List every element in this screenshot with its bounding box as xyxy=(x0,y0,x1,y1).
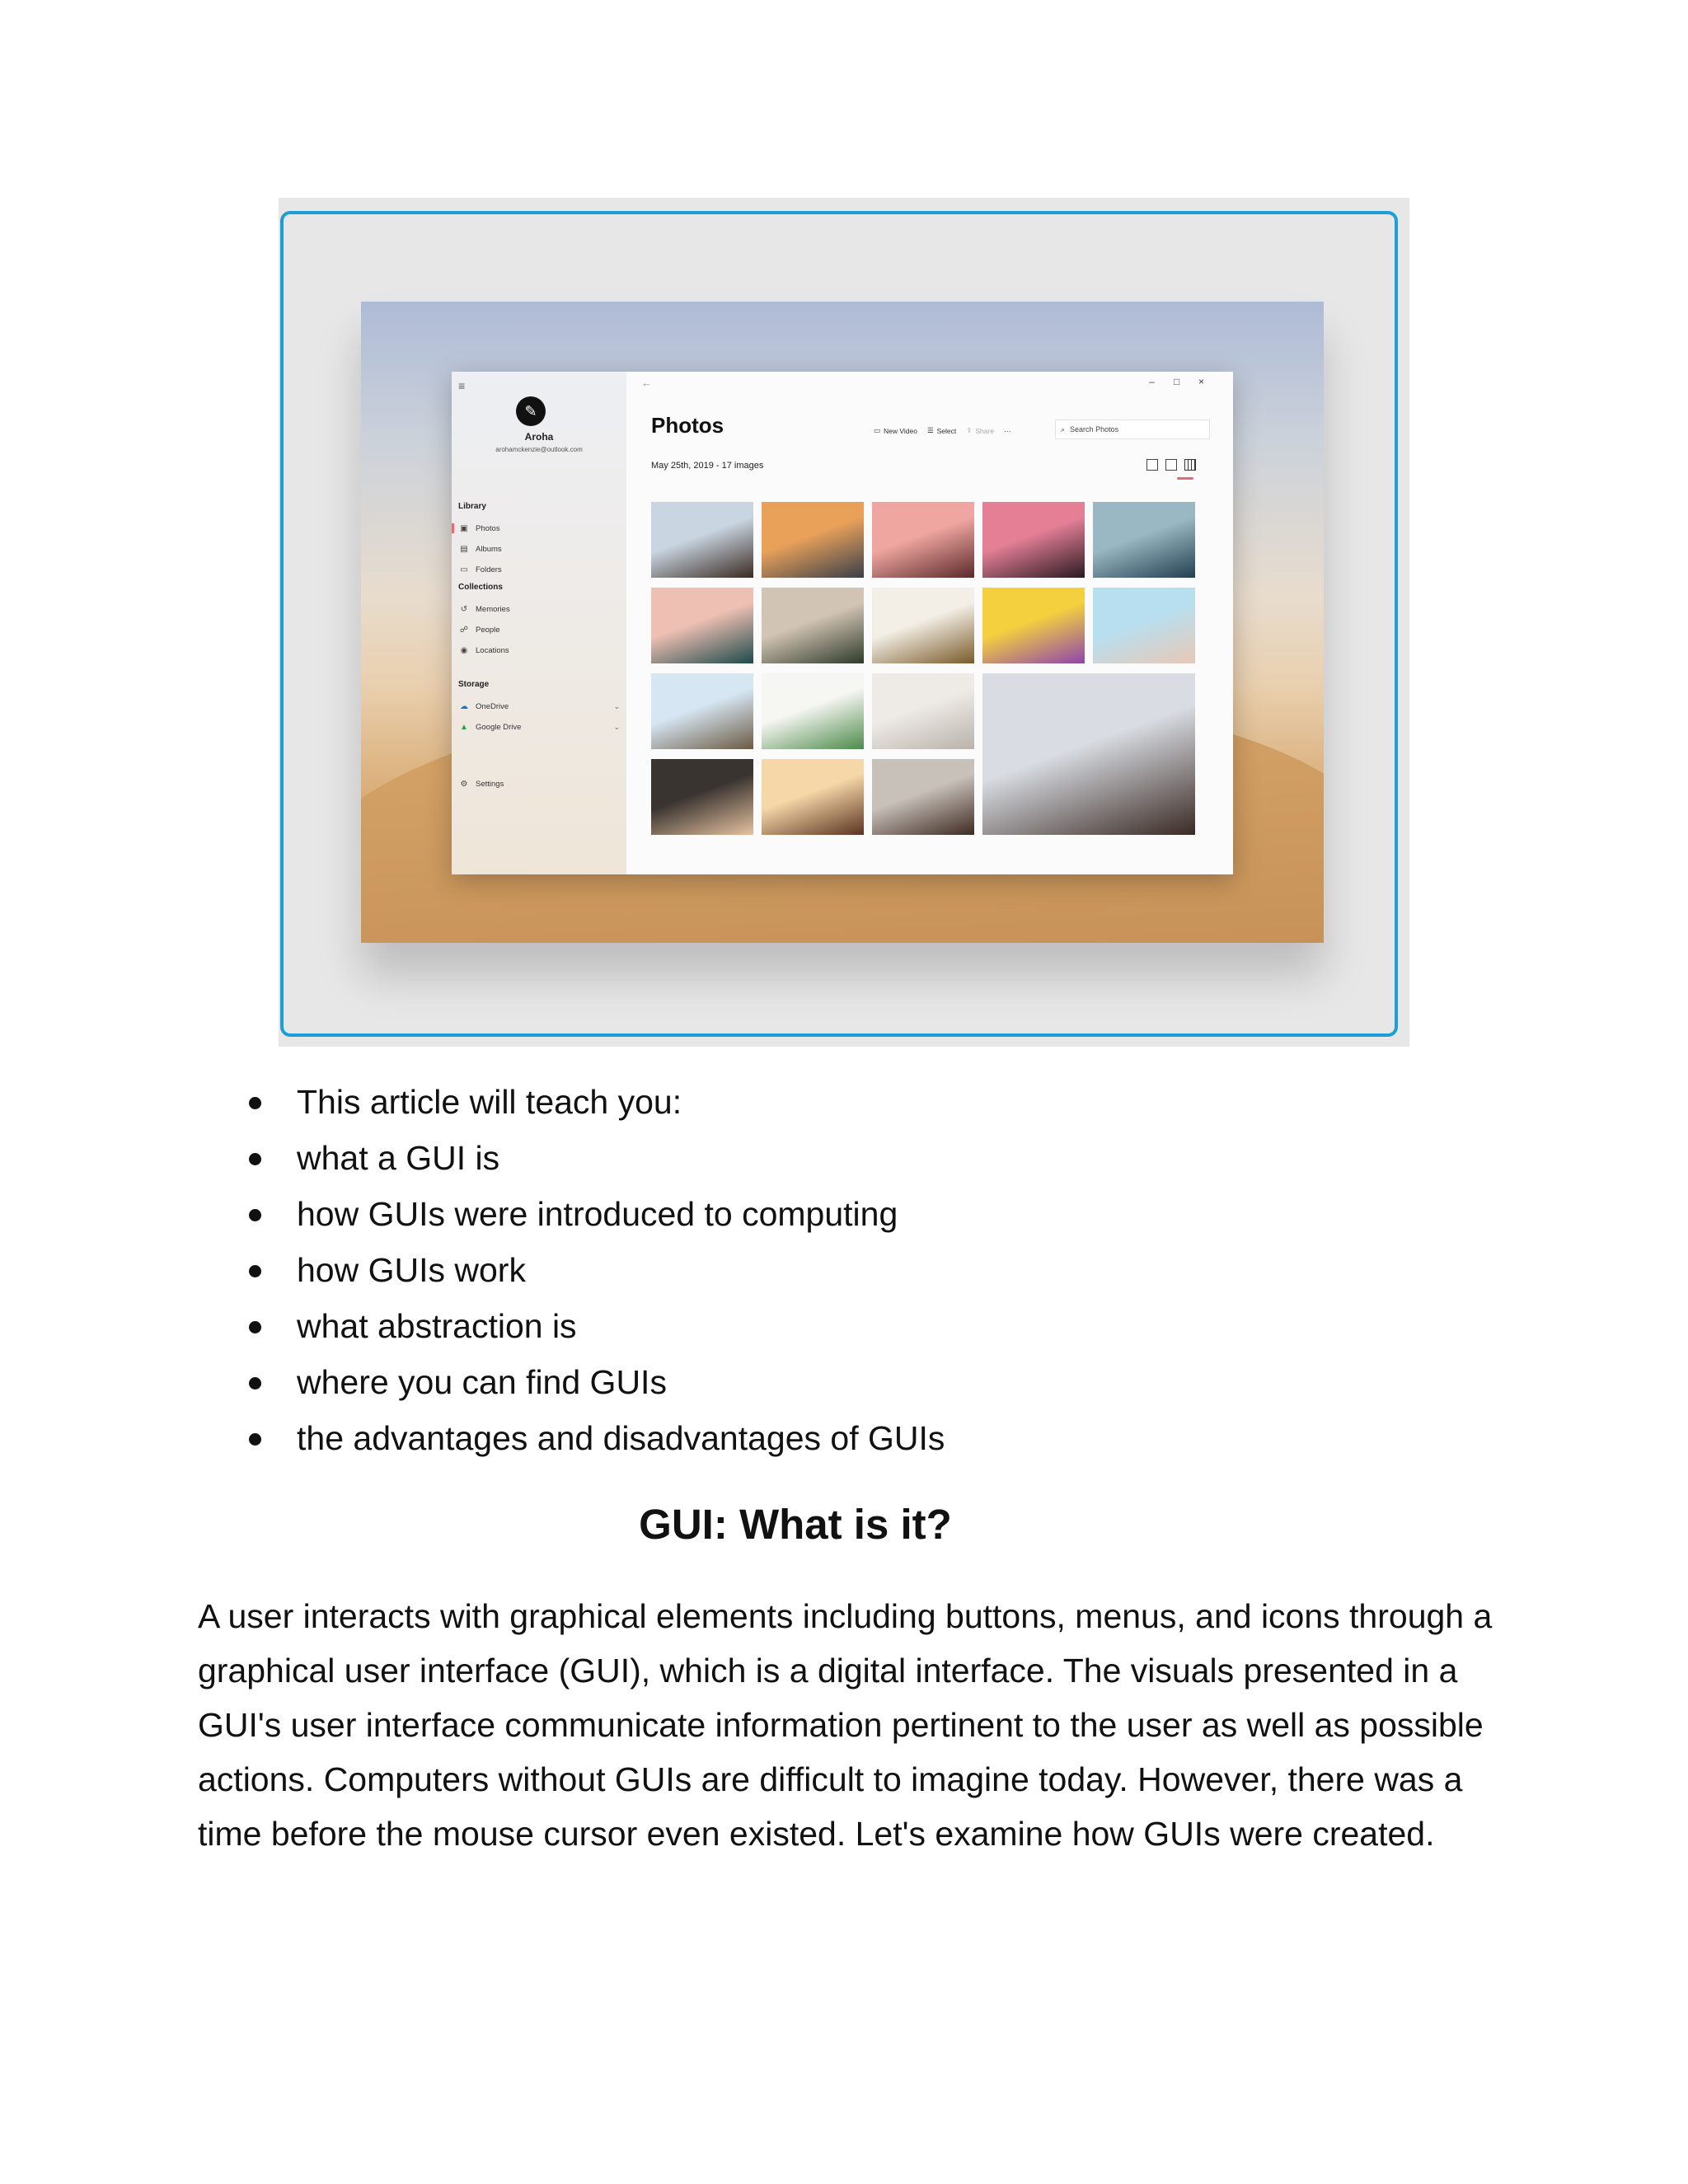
search-icon: ⌕ xyxy=(1061,424,1066,434)
collections-heading: Collections xyxy=(458,583,503,592)
sidebar-item-memories[interactable] xyxy=(458,602,623,616)
gear-icon: ⚙ xyxy=(460,779,468,789)
photo-icon: ▣ xyxy=(460,523,468,533)
photo-thumbnail[interactable] xyxy=(872,588,974,663)
photo-thumbnail[interactable] xyxy=(651,588,753,663)
people-icon: ☍ xyxy=(459,625,469,635)
photo-thumbnail[interactable] xyxy=(1093,588,1195,663)
photo-thumbnail[interactable] xyxy=(651,759,753,835)
new-video-button[interactable]: New Video xyxy=(884,426,917,435)
sidebar-item-label: Google Drive xyxy=(476,722,522,732)
photo-thumbnail[interactable] xyxy=(982,588,1085,663)
sidebar-item-photos[interactable] xyxy=(458,522,623,535)
sidebar-item-label: People xyxy=(476,625,500,635)
sidebar-item-people[interactable] xyxy=(458,623,623,636)
desktop-wallpaper xyxy=(361,302,1324,943)
list-item: what abstraction is xyxy=(239,1298,945,1354)
chevron-down-icon[interactable]: ⌄ xyxy=(613,722,620,731)
large-view-icon[interactable] xyxy=(1146,459,1158,471)
list-item: what a GUI is xyxy=(239,1130,945,1186)
avatar[interactable]: ✎ xyxy=(516,396,546,426)
sidebar-item-label: Albums xyxy=(476,544,502,554)
list-icon: ☰ xyxy=(926,426,934,434)
photo-thumbnail[interactable] xyxy=(762,502,864,578)
sidebar-item-locations[interactable] xyxy=(458,644,623,657)
user-email: arohamckenzie@outlook.com xyxy=(495,446,583,453)
page-title: Photos xyxy=(651,413,724,438)
photos-app-screenshot xyxy=(279,198,1409,1047)
maximize-button[interactable]: □ xyxy=(1174,376,1180,387)
list-item: where you can find GUIs xyxy=(239,1354,945,1410)
medium-view-icon[interactable] xyxy=(1165,459,1177,471)
folder-icon: ▭ xyxy=(460,565,468,574)
photo-thumbnail[interactable] xyxy=(872,673,974,749)
learning-objectives-list xyxy=(239,1074,945,1466)
search-placeholder: Search Photos xyxy=(1070,425,1119,434)
view-toggle xyxy=(1139,459,1196,471)
photo-thumbnail[interactable] xyxy=(982,673,1195,835)
section-heading: GUI: What is it? xyxy=(639,1501,952,1548)
arrow-left-icon[interactable]: ← xyxy=(641,377,652,389)
hamburger-menu-icon[interactable]: ≡ xyxy=(458,379,466,392)
app-sidebar xyxy=(452,372,626,874)
select-button[interactable]: Select xyxy=(936,426,957,435)
list-item: the advantages and disadvantages of GUIs xyxy=(239,1410,945,1466)
photos-app-window xyxy=(452,372,1233,874)
user-name: Aroha xyxy=(524,431,554,443)
history-icon: ↺ xyxy=(460,604,468,614)
library-heading: Library xyxy=(458,502,486,511)
share-icon: ⇪ xyxy=(966,426,973,434)
video-icon: ▭ xyxy=(874,426,881,434)
search-input[interactable] xyxy=(1055,419,1210,439)
small-view-icon[interactable] xyxy=(1184,459,1196,471)
list-item: how GUIs work xyxy=(239,1242,945,1298)
photo-thumbnail[interactable] xyxy=(762,759,864,835)
sidebar-item-settings[interactable] xyxy=(458,777,623,790)
sidebar-item-label: Settings xyxy=(476,779,504,789)
date-group-label: May 25th, 2019 - 17 images xyxy=(651,461,764,471)
sidebar-item-albums[interactable] xyxy=(458,542,623,555)
sidebar-item-folders[interactable] xyxy=(458,563,623,576)
photo-thumbnail[interactable] xyxy=(651,502,753,578)
view-active-indicator xyxy=(1177,477,1193,480)
google-drive-icon: ▲ xyxy=(460,722,468,732)
sidebar-item-google-drive[interactable] xyxy=(458,720,623,733)
sidebar-item-label: Folders xyxy=(476,565,502,574)
list-item: This article will teach you: xyxy=(239,1074,945,1130)
sidebar-item-label: Photos xyxy=(476,523,500,533)
location-icon: ◉ xyxy=(460,645,468,655)
list-item: how GUIs were introduced to computing xyxy=(239,1186,945,1242)
photo-thumbnail[interactable] xyxy=(762,588,864,663)
sidebar-item-label: Memories xyxy=(476,604,510,614)
toolbar xyxy=(874,426,1021,435)
photo-thumbnail[interactable] xyxy=(872,502,974,578)
onedrive-icon: ☁ xyxy=(460,701,468,711)
body-paragraph: A user interacts with graphical elements including buttons, menus, and icons through a graphical user interface (GUI), which is a digital interface. The visuals presented in a GUI's user interface communicate information pertinent to the user as well as possible actions. Computers without GUIs are difficult to imagine today. However, there was a time before the mouse cursor even existed. Let's examine how GUIs were created. xyxy=(198,1597,1493,1853)
storage-heading: Storage xyxy=(458,680,490,689)
sidebar-item-onedrive[interactable] xyxy=(458,700,623,713)
album-icon: ▤ xyxy=(460,544,468,554)
photo-thumbnail[interactable] xyxy=(651,673,753,749)
share-button[interactable]: Share xyxy=(975,426,995,435)
sidebar-item-label: Locations xyxy=(476,645,509,655)
photo-thumbnail[interactable] xyxy=(762,673,864,749)
photo-thumbnail[interactable] xyxy=(872,759,974,835)
chevron-down-icon[interactable]: ⌄ xyxy=(613,701,620,710)
close-button[interactable]: × xyxy=(1198,376,1205,387)
photo-thumbnail[interactable] xyxy=(1093,502,1195,578)
photo-thumbnail[interactable] xyxy=(982,502,1085,578)
sidebar-item-label: OneDrive xyxy=(476,701,509,711)
app-main-pane xyxy=(626,372,1233,874)
more-button[interactable]: ··· xyxy=(1004,426,1011,435)
minimize-button[interactable]: – xyxy=(1149,376,1155,387)
